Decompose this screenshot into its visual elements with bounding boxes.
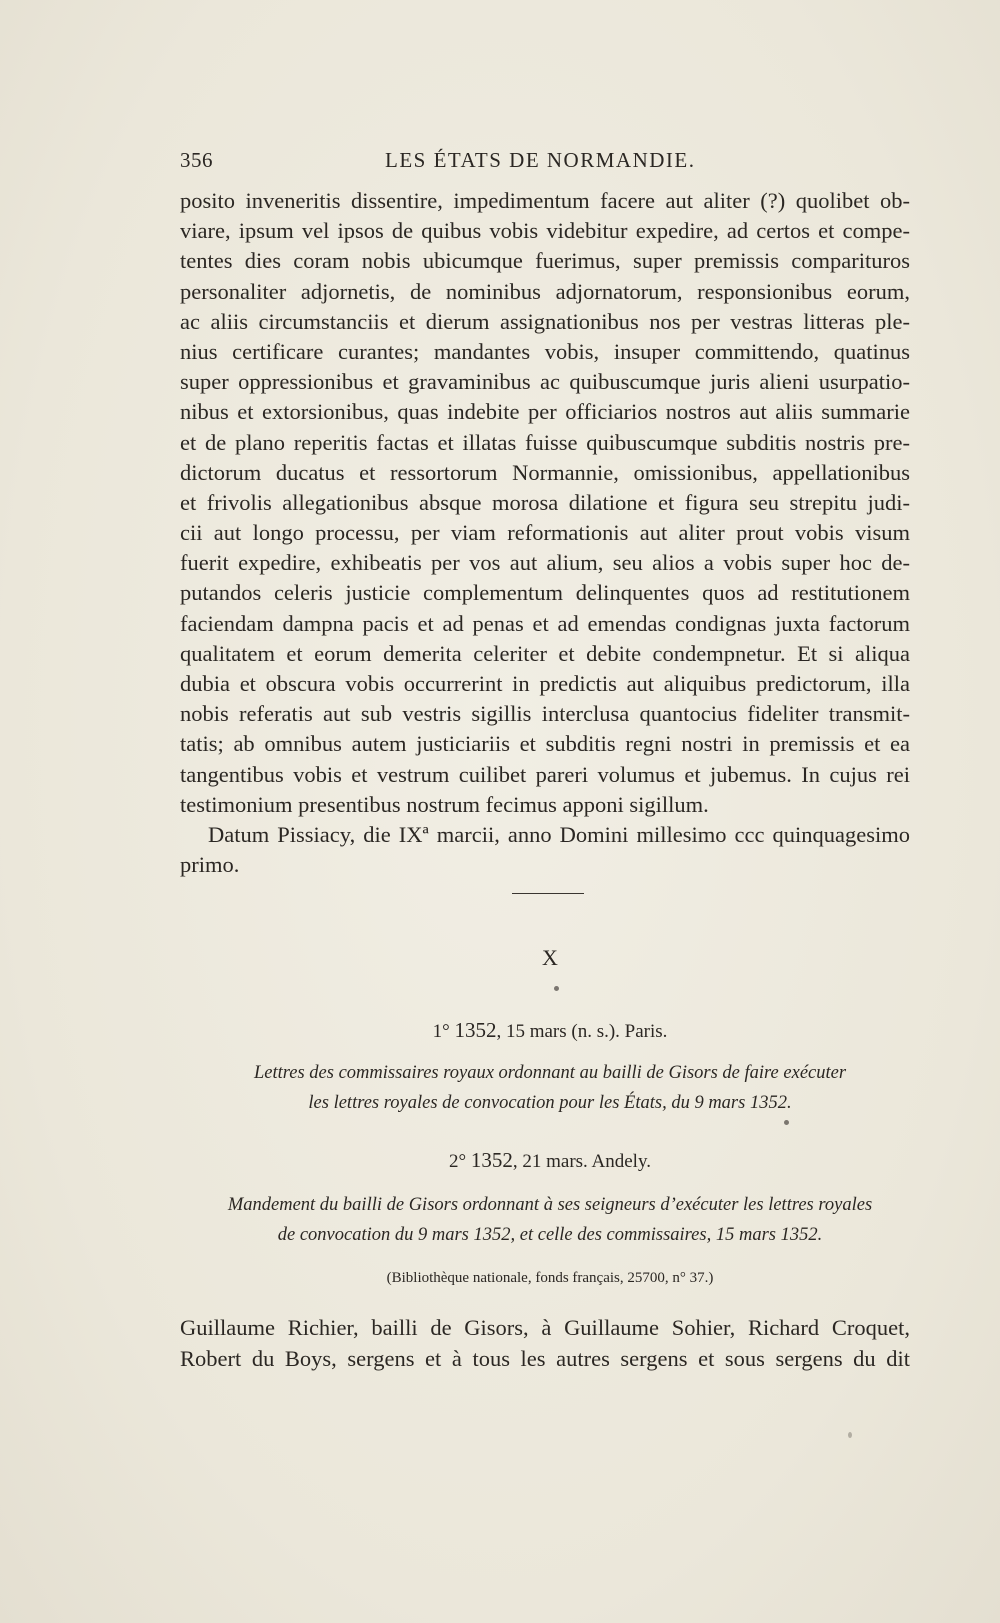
- entry-1-description: [200, 1058, 900, 1118]
- entry-1-desc-line: Lettres des commissaires royaux ordonnant au bailli de Gisors de faire exécuter: [253, 1063, 847, 1083]
- ink-speck: [554, 986, 559, 991]
- body-line: faciendam dampna pacis et ad penas et ad emendas condignas juxta factorum: [180, 610, 910, 636]
- body-line: cii aut longo processu, per viam reformationis aut aliter prout vobis visum: [180, 520, 910, 546]
- body-line: tangentibus vobis et vestrum cuilibet pareri volumus et jubemus. In cujus rei: [180, 761, 910, 787]
- body-line: viare, ipsum vel ipsos de quibus vobis videbitur expedire, ad certos et compe-: [180, 218, 910, 244]
- entry-2-description: [200, 1190, 900, 1250]
- body-line: tentes dies coram nobis ubicumque fuerimus, super premissis comparituros: [180, 248, 910, 274]
- page-header: [180, 148, 910, 178]
- entry-2-number: 2°: [449, 1151, 467, 1172]
- section-numeral: X: [542, 945, 558, 970]
- body-line: tatis; ab omnibus autem justiciariis et subditis regni nostri in premissis et ea: [180, 731, 910, 757]
- body-line: nibus et extorsionibus, quas indebite per officiarios nostros aut aliis summarie: [180, 399, 910, 425]
- page-number: 356: [180, 148, 213, 172]
- entry-1-year: 1352: [454, 1018, 497, 1042]
- body-line: fuerit expedire, exhibeatis per vos aut alium, seu alios a vobis super hoc de-: [180, 550, 910, 576]
- entry-2-desc-line: de convocation du 9 mars 1352, et celle des commissaires, 15 mars 1352.: [277, 1225, 823, 1245]
- body-line: nobis referatis aut sub vestris sigillis interclusa quantocius fideliter transmit-: [180, 701, 910, 727]
- datum-line: Datum Pissiacy, die IXª marcii, anno Domini millesimo ccc quinquagesimo: [208, 821, 910, 847]
- body-line: posito inveneritis dissentire, impedimentum facere aut aliter (?) quolibet ob-: [180, 188, 910, 213]
- body-line: putandos celeris justicie complementum delinquentes quos ad restitutionem: [180, 580, 910, 606]
- body-line: et frivolis allegationibus absque morosa dilatione et figura seu strepitu judi-: [180, 489, 910, 515]
- entry-2-heading: [0, 1148, 1000, 1173]
- body-line: super oppressionibus et gravaminibus ac quibuscumque juris alieni usurpatio-: [180, 369, 910, 395]
- entry-1-number: 1°: [432, 1021, 450, 1042]
- entry-2-date-place: , 21 mars. Andely.: [512, 1151, 651, 1172]
- source-citation: (Bibliothèque nationale, fonds français, 25700, n° 37.): [386, 1270, 714, 1286]
- entry-2-desc-line: Mandement du bailli de Gisors ordonnant à ses seigneurs d’exécuter les lettres royales: [227, 1195, 873, 1215]
- body-text: [180, 186, 910, 880]
- body-line: ac aliis circumstanciis et dierum assignationibus nos per vestras litteras ple-: [180, 308, 910, 334]
- running-title: LES ÉTATS DE NORMANDIE.: [385, 148, 696, 172]
- entry-1-heading: [0, 1018, 1000, 1043]
- body-line: testimonium presentibus nostrum fecimus apponi sigillum.: [180, 791, 709, 817]
- body-line: dictorum ducatus et ressortorum Normannie, omissionibus, appellationibus: [180, 459, 910, 485]
- body-line: nius certificare curantes; mandantes vobis, insuper committendo, quatinus: [180, 338, 910, 364]
- body-line: dubia et obscura vobis occurrerint in predictis aut aliquibus predictorum, illa: [180, 671, 910, 696]
- entry-1-desc-line: les lettres royales de convocation pour les États, du 9 mars 1352.: [308, 1093, 792, 1113]
- body-line: et de plano reperitis factas et illatas fuisse quibuscumque subditis nostris pre-: [180, 429, 910, 455]
- letter-text: [180, 1312, 910, 1374]
- ink-speck: [784, 1120, 789, 1125]
- entry-2-year: 1352: [470, 1148, 513, 1172]
- datum-line-end: primo.: [180, 852, 240, 878]
- body-line: qualitatem et eorum demerita celeriter et debite condempnetur. Et si aliqua: [180, 640, 910, 666]
- letter-line: Guillaume Richier, bailli de Gisors, à Guillaume Sohier, Richard Croquet,: [180, 1315, 910, 1340]
- body-line: personaliter adjornetis, de nominibus adjornatorum, responsionibus eorum,: [180, 278, 910, 304]
- entry-1-date-place: , 15 mars (n. s.). Paris.: [496, 1021, 668, 1042]
- section-divider: [512, 893, 584, 894]
- ink-speck: [848, 1432, 852, 1438]
- letter-line: Robert du Boys, sergens et à tous les autres sergens et sous sergens du dit: [180, 1346, 910, 1371]
